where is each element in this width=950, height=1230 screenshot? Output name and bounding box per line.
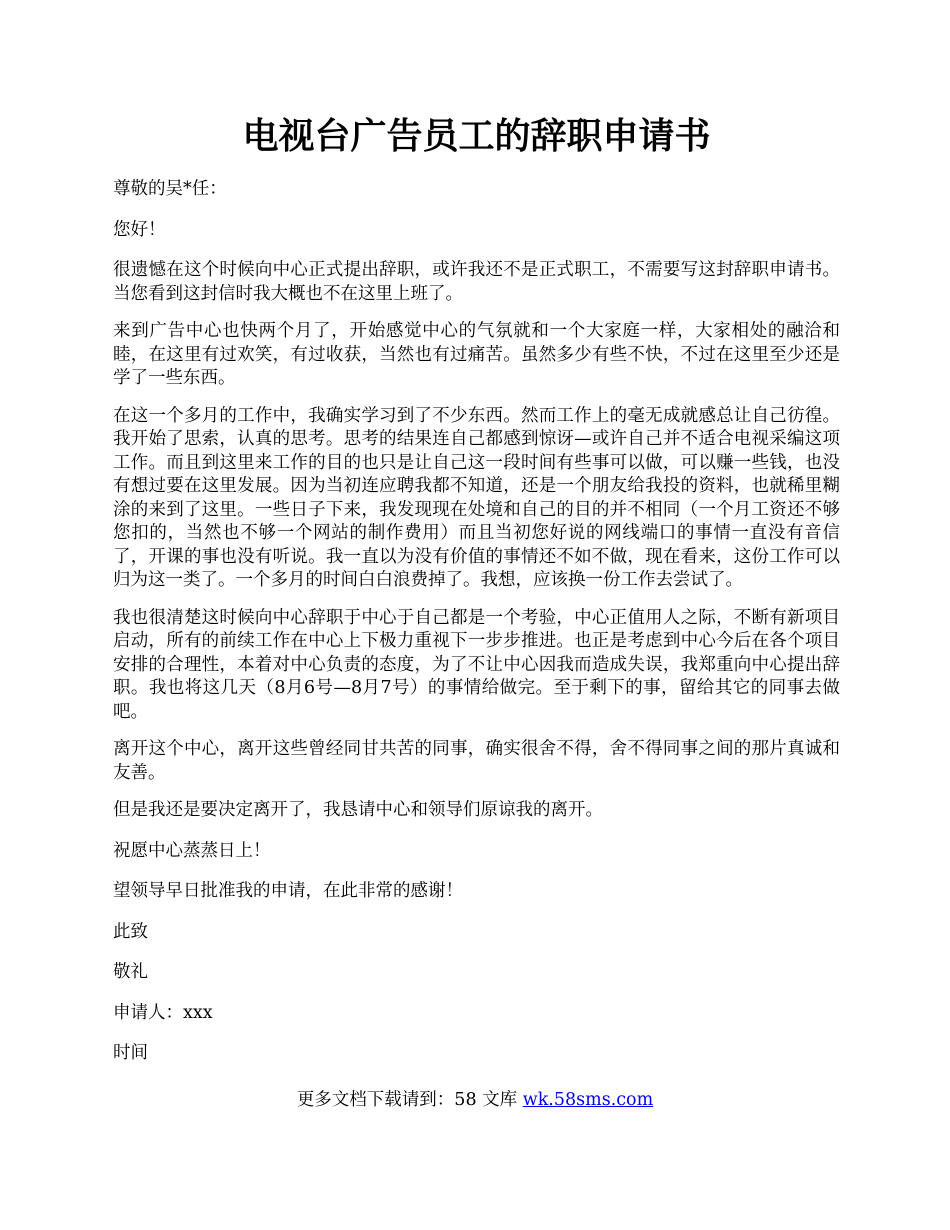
footer-text: 更多文档下载请到：58 文库 [296,1090,523,1110]
paragraph: 望领导早日批准我的申请，在此非常的感谢！ [113,881,463,901]
paragraph: 很遗憾在这个时候向中心正式提出辞职，或许我还不是正式职工，不需要写这封辞职申请书。当您看到这封信时我大概也不在这里上班了。 [113,260,840,304]
greeting: 您好！ [113,219,166,240]
paragraph: 祝愿中心蒸蒸日上！ [113,840,271,861]
closing-line: 此致 [113,921,148,942]
paragraph: 离开这个中心，离开这些曾经同甘共苦的同事，确实很舍不得，舍不得同事之间的那片真诚和友善。 [113,739,840,783]
closing-salute: 敬礼 [113,962,148,982]
date-label: 时间 [113,1043,148,1063]
salutation: 尊敬的吴*任： [113,179,227,199]
paragraph: 在这一个多月的工作中，我确实学习到了不少东西。然而工作上的毫无成就感总让自己彷徨。我开始了思索，认真的思考。思考的结果连自己都感到惊讶—或许自己并不适合电视采编这项工作。而且到这里来工作的目的也只是让自己这一段时间有些事可以做，可以赚一些钱，也没有想过要在这里发展。因为当初连应聘我都不知道，还是一个朋友给我投的资料，也就稀里糊涂的来到了这里。一些日子下来，我发现现在处境和自己的目的并不相同（一个月工资还不够您扣的，当然也不够一个网站的制作费用）而且当初您好说的网线端口的事情一直没有音信了，开课的事也没有听说。我一直以为没有价值的事情还不如不做，现在看来，这份工作可以归为这一类了。一个多月的时间白白浪费掉了。我想，应该换一份工作去尝试了。 [113,405,840,590]
applicant-signature: 申请人：xxx [113,1002,213,1023]
paragraph: 但是我还是要决定离开了，我恳请中心和领导们原谅我的离开。 [113,800,603,820]
letter-body [113,178,840,1066]
document-title: 电视台广告员工的辞职申请书 [242,115,711,157]
paragraph: 我也很清楚这时候向中心辞职于中心于自己都是一个考验，中心正值用人之际，不断有新项目启动，所有的前续工作在中心上下极力重视下一步步推进。也正是考虑到中心今后在各个项目安排的合理性，本着对中心负责的态度，为了不让中心因我而造成失误，我郑重向中心提出辞职。我也将这几天（8月6号—8月7号）的事情给做完。至于剩下的事，留给其它的同事去做吧。 [113,607,840,722]
footer-link[interactable]: wk.58sms.com [522,1090,654,1110]
paragraph: 来到广告中心也快两个月了，开始感觉中心的气氛就和一个大家庭一样，大家相处的融洽和睦，在这里有过欢笑，有过收获，当然也有过痛苦。虽然多少有些不快，不过在这里至少还是学了一些东西。 [113,321,840,388]
document-page [113,108,840,1083]
footer [0,1088,950,1112]
